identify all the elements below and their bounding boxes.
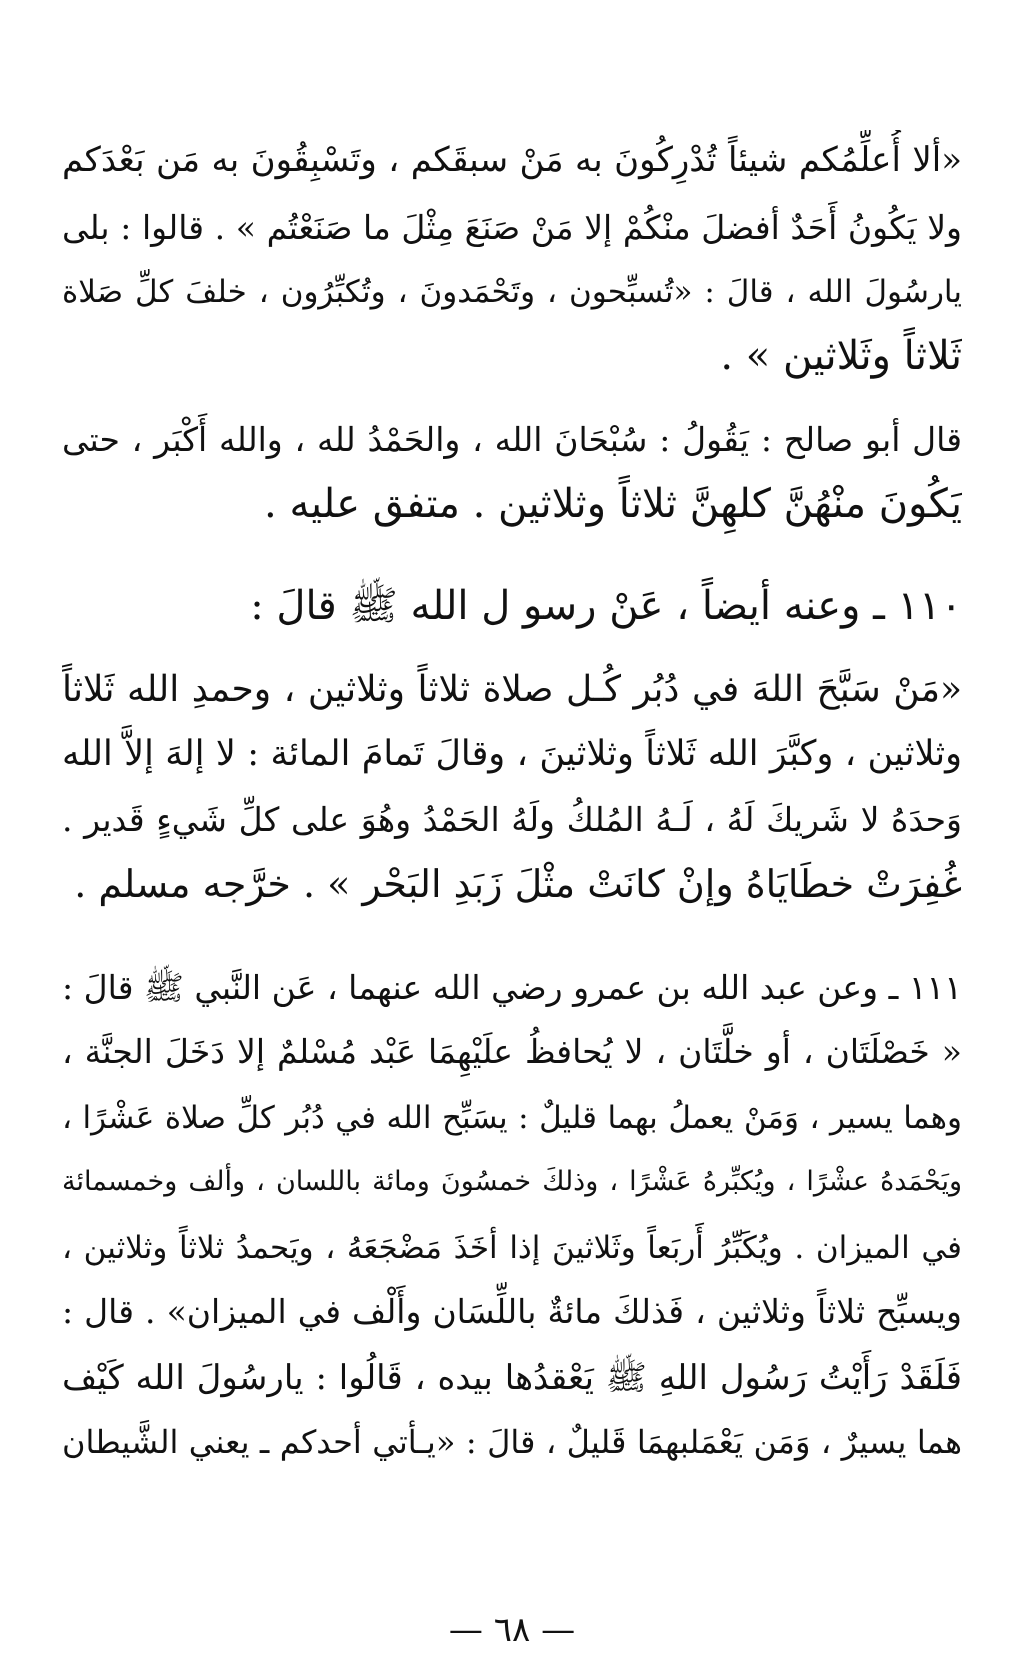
text-line: غُفِرَتْ خطَايَاهُ وإنْ كانَتْ مثْلَ زَبَدِ البَحْر » . خرَّجه مسلم .: [74, 862, 962, 906]
text-line: «مَنْ سَبَّحَ اللهَ في دُبُر كُـل صلاة ثلاثاً وثلاثين ، وحمدِ الله ثَلاثاً: [62, 669, 962, 710]
text-line: ولا يَكُونُ أَحَدٌ أفضلَ منْكُمْ إلا مَنْ صَنَعَ مِثْلَ ما صَنَعْتُم » . قالوا : بلى: [62, 208, 962, 247]
text-line: وثلاثين ، وكبَّرَ الله ثَلاثاً وثلاثينَ ، وقالَ تَمامَ المائة : لا إلهَ إلاَّ الله: [62, 734, 962, 774]
text-line: هما يسيرٌ ، وَمَن يَعْمَلبهمَا قَليلٌ ، قالَ : «يـأتي أحدكم ـ يعني الشَّيطان: [62, 1423, 962, 1461]
text-line: في الميزان . ويُكَبِّرُ أَربَعاً وثَلاثينَ إذا أخَذَ مَضْجَعَهُ ، ويَحمدُ ثلاثاً وثلاثين ،: [62, 1230, 962, 1266]
hadith-heading: ١١٠ ـ وعنه أيضاً ، عَنْ رسو ل الله ﷺ قالَ :: [250, 583, 962, 629]
text-line: وَحدَهُ لا شَريكَ لَهُ ، لَـهُ المُلكُ ولَهُ الحَمْدُ وهُوَ على كلِّ شَيءٍ قَدير .: [62, 800, 962, 839]
text-line: قال أبو صالح : يَقُولُ : سُبْحَانَ الله ، والحَمْدُ لله ، والله أَكْبَر ، حتى: [62, 420, 962, 459]
text-line: « خَصْلَتَان ، أو خلَّتَان ، لا يُحافظُ علَيْهِمَا عَبْد مُسْلمٌ إلا دَخَلَ الجنَّة ،: [62, 1032, 962, 1071]
page-number: — ٦٨ —: [448, 1610, 576, 1650]
hadith-heading: ١١١ ـ وعن عبد الله بن عمرو رضي الله عنهما ، عَن النَّبي ﷺ قالَ :: [62, 968, 962, 1007]
text-line: فَلَقَدْ رَأَيْتُ رَسُول اللهِ ﷺ يَعْقدُها بيده ، قَالُوا : يارسُولَ الله كَيْف: [62, 1358, 962, 1398]
text-line: «ألا أُعلِّمُكم شيئاً تُدْرِكُونَ به مَنْ سبقَكم ، وتَسْبِقُونَ به مَن بَعْدَكم: [62, 140, 962, 180]
text-line: يارسُولَ الله ، قالَ : «تُسبِّحون ، وتَحْمَدونَ ، وتُكبِّرُون ، خلفَ كلِّ صَلاة: [62, 274, 962, 310]
text-line: ويَحْمَدهُ عشْرًا ، ويُكبِّرهُ عَشْرًا ، وذلكَ خمسُونَ ومائة باللسان ، وألف وخمسمائة: [62, 1166, 962, 1197]
text-line: ثَلاثاً وثَلاثين » .: [720, 333, 962, 379]
text-line: يَكُونَ منْهُنَّ كلهِنَّ ثلاثاً وثلاثين . متفق عليه .: [264, 481, 962, 527]
text-line: ويسبِّح ثلاثاً وثلاثين ، فَذلكَ مائةٌ باللِّسَان وأَلْف في الميزان» . قال :: [62, 1292, 962, 1331]
text-line: وهما يسير ، وَمَنْ يعملُ بهما قليلٌ : يسَبِّح الله في دُبُر كلِّ صلاة عَشْرًا ،: [62, 1100, 962, 1136]
